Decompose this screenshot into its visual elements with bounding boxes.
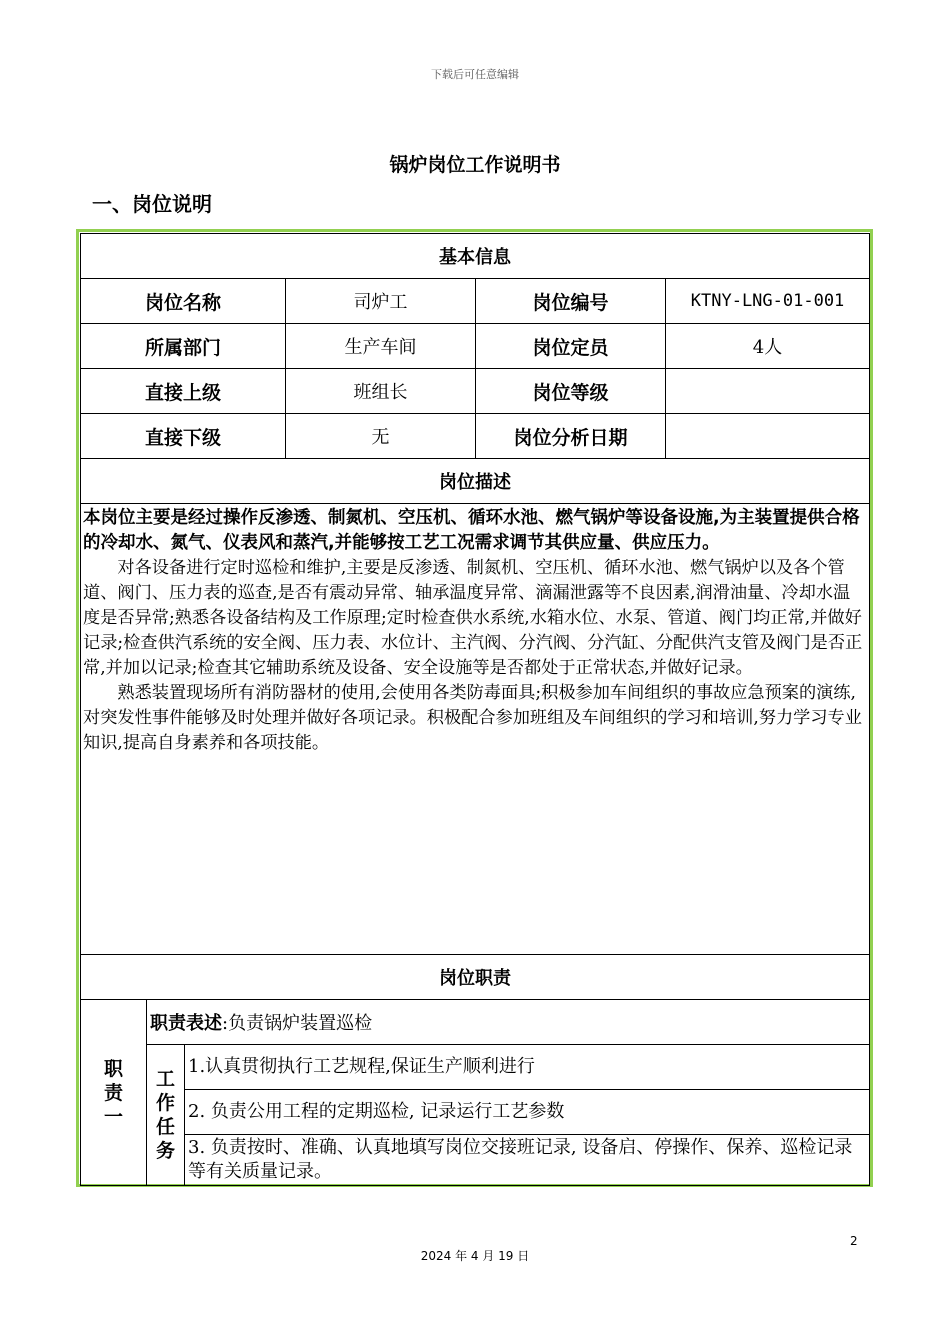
- description-paragraph: 对各设备进行定时巡检和维护,主要是反渗透、制氮机、空压机、循环水池、燃气锅炉以及各个管道、阀门、压力表的巡查,是否有震动异常、轴承温度异常、滴漏泄露等不良因素,润滑油量、冷却水温度是否异常;熟悉各设备结构及工作原理;定时检查供水系统,水箱水位、水泵、管道、阀门均正常,并做好记录;检查供汽系统的安全阀、压力表、水位计、主汽阀、分汽阀、分汽缸、分配供汽支管及阀门是否正常,并加以记录;检查其它辅助系统及设备、安全设施等是否都处于正常状态,并做好记录。: [83, 558, 863, 678]
- description-heading: 岗位描述: [81, 459, 870, 504]
- info-value: 司炉工: [286, 279, 476, 324]
- header-note: 下载后可任意编辑: [431, 68, 519, 81]
- page-number: 2: [850, 1234, 858, 1248]
- duty-statement-value: :负责锅炉装置巡检: [222, 1013, 373, 1034]
- task-item: 1.认真贯彻执行工艺规程,保证生产顺利进行: [185, 1045, 870, 1090]
- description-lead: 本岗位主要是经过操作反渗透、制氮机、空压机、循环水池、燃气锅炉等设备设施,为主装置提供合格的冷却水、氮气、仪表风和蒸汽,并能够按工艺工况需求调节其供应量、供应压力。: [83, 508, 860, 553]
- basic-info-heading: 基本信息: [81, 234, 870, 279]
- task-row: [81, 1090, 870, 1135]
- task-row: [81, 1135, 870, 1186]
- info-row: [81, 279, 870, 324]
- task-item: 3. 负责按时、准确、认真地填写岗位交接班记录, 设备启、停操作、保养、巡检记录等有关质量记录。: [185, 1135, 870, 1186]
- task-item: 2. 负责公用工程的定期巡检, 记录运行工艺参数: [185, 1090, 870, 1135]
- duty-label: [81, 1000, 147, 1186]
- job-description-table: [80, 233, 870, 1186]
- info-value: 无: [286, 414, 476, 459]
- info-row: [81, 414, 870, 459]
- info-value: 4人: [666, 324, 870, 369]
- info-row: [81, 369, 870, 414]
- footer-date: 2024 年 4 月 19 日: [420, 1249, 530, 1263]
- duty-statement: [147, 1000, 870, 1045]
- info-value: [666, 414, 870, 459]
- info-row: [81, 324, 870, 369]
- description-body: [81, 504, 870, 955]
- info-label: 岗位编号: [476, 279, 666, 324]
- info-label: 直接下级: [81, 414, 286, 459]
- document-title: 锅炉岗位工作说明书: [389, 154, 561, 176]
- info-value: 生产车间: [286, 324, 476, 369]
- task-row: [81, 1045, 870, 1090]
- info-value: KTNY-LNG-01-001: [666, 279, 870, 324]
- duty-label-text: 职责一: [103, 1057, 123, 1128]
- section-heading: 一、岗位说明: [92, 192, 212, 216]
- info-label: 岗位名称: [81, 279, 286, 324]
- info-label: 所属部门: [81, 324, 286, 369]
- info-value: 班组长: [286, 369, 476, 414]
- duties-heading: 岗位职责: [81, 955, 870, 1000]
- info-label: 岗位分析日期: [476, 414, 666, 459]
- info-label: 岗位等级: [476, 369, 666, 414]
- info-value: [666, 369, 870, 414]
- info-label: 岗位定员: [476, 324, 666, 369]
- description-paragraph: 熟悉装置现场所有消防器材的使用,会使用各类防毒面具;积极参加车间组织的事故应急预案的演练,对突发性事件能够及时处理并做好各项记录。积极配合参加班组及车间组织的学习和培训,努力学习专业知识,提高自身素养和各项技能。: [83, 683, 862, 753]
- duty-statement-label: 职责表述: [150, 1013, 222, 1034]
- info-label: 直接上级: [81, 369, 286, 414]
- task-label: [147, 1045, 185, 1186]
- task-label-text: 工作任务: [155, 1068, 175, 1162]
